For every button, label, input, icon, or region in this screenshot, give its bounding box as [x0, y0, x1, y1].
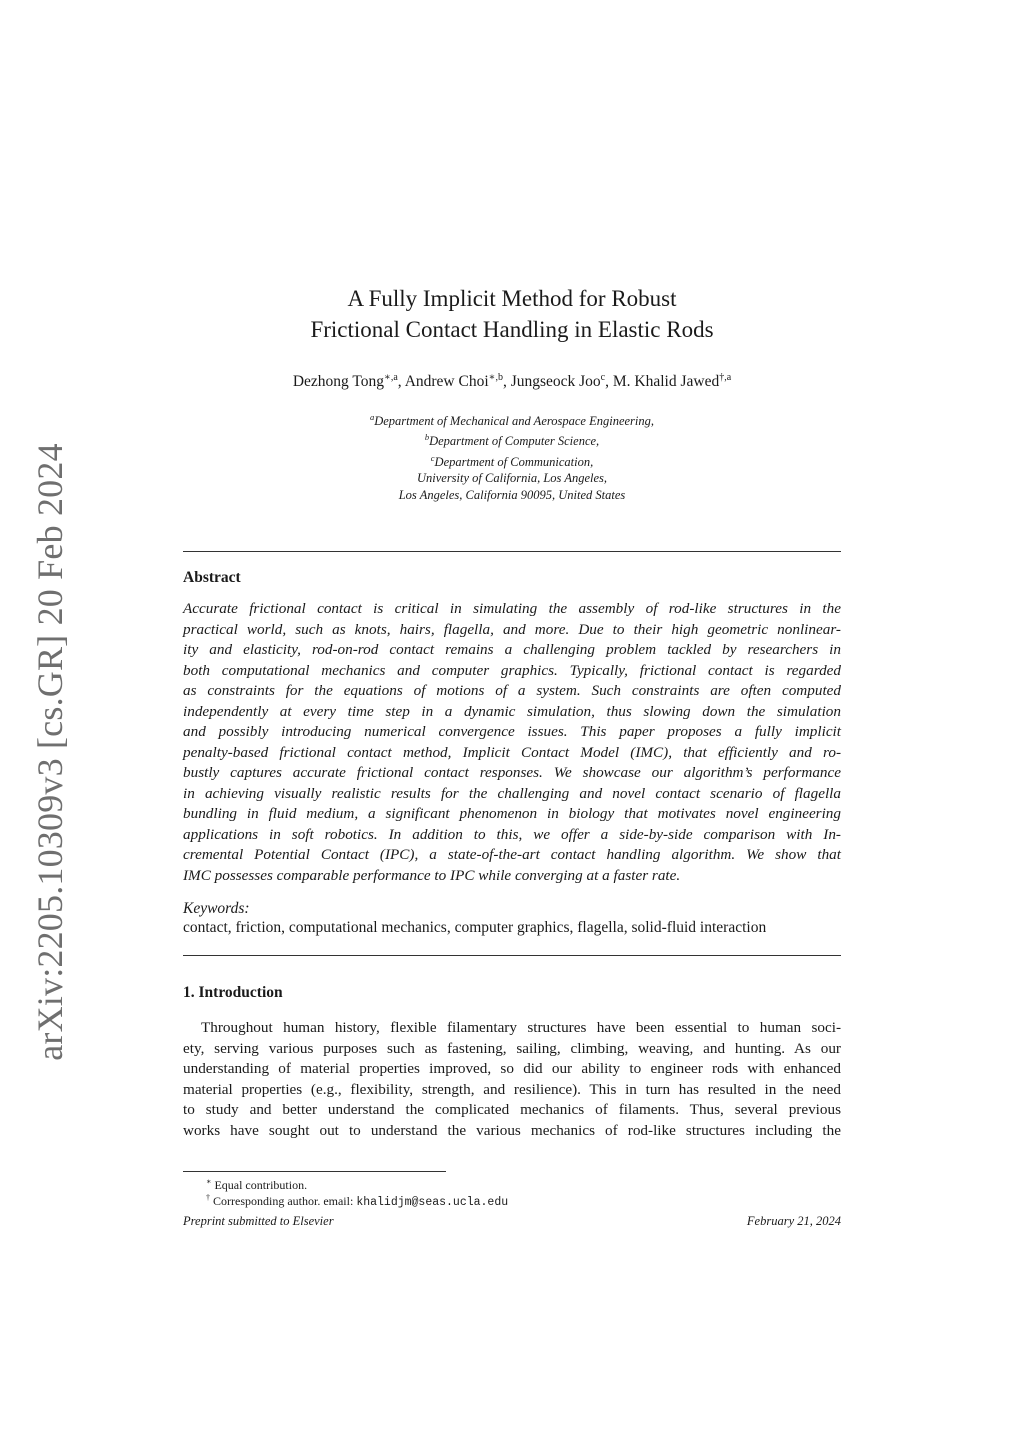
footnote-rule	[183, 1171, 446, 1172]
author-name: M. Khalid Jawed	[612, 373, 720, 391]
affiliation-text: University of California, Los Angeles,	[416, 471, 608, 486]
author-separator: ,	[605, 373, 613, 391]
author-affiliation-mark: ∗,a	[384, 372, 398, 383]
abstract-line: ity and elasticity, rod-on-rod contact remains a challenging problem tackled by researchers in	[183, 641, 841, 658]
keywords-list: contact, friction, computational mechanics, computer graphics, flagella, solid-fluid interaction	[183, 919, 767, 936]
paragraph-line: Throughout human history, flexible filamentary structures have been essential to human soci-	[201, 1019, 841, 1036]
abstract-line: Accurate frictional contact is critical in simulating the assembly of rod-like structures in the	[183, 600, 841, 617]
arxiv-side-stamp	[20, 443, 80, 1061]
title-line-2: Frictional Contact Handling in Elastic Rods	[310, 317, 714, 342]
paragraph-line: ety, serving various purposes such as fastening, sailing, climbing, weaving, and hunting. As our	[183, 1039, 841, 1057]
footnote-text: Equal contribution.	[214, 1178, 308, 1192]
paper-title	[183, 283, 841, 345]
abstract-line: bundling in fluid medium, a significant phenomenon in biology that motivates novel engineering	[183, 805, 841, 822]
affiliations	[183, 409, 841, 503]
affiliation-text: Los Angeles, California 90095, United States	[398, 487, 626, 502]
affiliation-line	[183, 409, 841, 429]
abstract-body	[183, 599, 841, 886]
footnote-text: Corresponding author. email:	[213, 1194, 357, 1208]
affiliation-text: Department of Communication,	[434, 455, 594, 470]
keywords-label: Keywords:	[183, 900, 250, 917]
abstract-line: both computational mechanics and computer graphics. Typically, frictional contact is regarded	[183, 661, 841, 679]
paragraph-line: to study and better understand the complicated mechanics of filaments. Thus, several previous	[183, 1101, 841, 1119]
abstract-line: cremental Potential Contact (IPC), a state-of-the-art contact handling algorithm. We show that	[183, 846, 841, 863]
preprint-notice: Preprint submitted to Elsevier	[183, 1214, 334, 1228]
affiliation-line	[183, 429, 841, 449]
abstract-line: and possibly introducing numerical convergence issues. This paper proposes a fully implicit	[183, 723, 841, 740]
abstract-line: practical world, such as knots, hairs, flagella, and more. Due to their high geometric nonlinear-	[183, 620, 841, 638]
author-name: Andrew Choi	[404, 373, 489, 391]
introduction-body	[183, 1018, 841, 1142]
abstract-line: IMC possesses comparable performance to IPC while converging at a faster rate.	[183, 866, 681, 884]
affiliation-line	[183, 470, 841, 486]
footnote-mark: ∗	[206, 1177, 212, 1186]
abstract-line: bustly captures accurate frictional contact responses. We showcase our algorithm’s performance	[183, 764, 841, 781]
abstract-line: in achieving visually realistic results for the challenging and novel contact scenario of flagella	[183, 784, 841, 802]
affiliation-text: Department of Computer Science,	[429, 434, 600, 449]
author-name: Jungseock Joo	[510, 373, 601, 391]
paragraph-line: understanding of material properties improved, so did our ability to engineer rods with enhanced	[183, 1060, 841, 1078]
abstract-line: applications in soft robotics. In addition to this, we offer a side-by-side comparison with In-	[183, 825, 841, 843]
abstract-top-rule	[183, 551, 841, 552]
author-name: Dezhong Tong	[292, 373, 385, 391]
footnote-mark: †	[206, 1193, 210, 1202]
affiliation-line	[183, 450, 841, 470]
affiliation-mark: c	[430, 452, 435, 463]
footnote-equal-contribution	[206, 1177, 307, 1193]
title-line-1: A Fully Implicit Method for Robust	[347, 286, 677, 311]
affiliation-line	[183, 487, 841, 503]
section-heading-introduction: 1. Introduction	[183, 984, 283, 1001]
author-separator: ,	[397, 373, 405, 391]
abstract-line: penalty-based frictional contact method, Implicit Contact Model (IMC), that efficiently and ro-	[183, 743, 841, 761]
affiliation-text: Department of Mechanical and Aerospace Engineering,	[374, 414, 655, 429]
affiliation-mark: a	[369, 412, 375, 422]
abstract-line: as constraints for the equations of motions of a system. Such constraints are often computed	[183, 682, 841, 699]
arxiv-identifier: arXiv:2205.10309v3 [cs.GR] 20 Feb 2024	[30, 443, 71, 1061]
author-affiliation-mark: †,a	[719, 372, 732, 383]
abstract-heading: Abstract	[183, 569, 241, 586]
author-list	[183, 372, 841, 391]
keywords-bottom-rule	[183, 955, 841, 956]
footnote-corresponding-author	[206, 1193, 508, 1209]
submission-date: February 21, 2024	[746, 1214, 841, 1228]
abstract-line: independently at every time step in a dynamic simulation, thus slowing down the simulation	[183, 702, 841, 720]
paragraph-line: material properties (e.g., flexibility, strength, and resilience). This in turn has resulted in the need	[183, 1080, 841, 1098]
author-affiliation-mark: ∗,b	[488, 372, 503, 383]
affiliation-mark: b	[424, 432, 430, 443]
paragraph-line: works have sought out to understand the various mechanics of rod-like structures including the	[183, 1121, 841, 1139]
author-separator: ,	[502, 373, 511, 391]
author-email: khalidjm@seas.ucla.edu	[356, 1196, 509, 1209]
author-affiliation-mark: c	[600, 372, 606, 383]
